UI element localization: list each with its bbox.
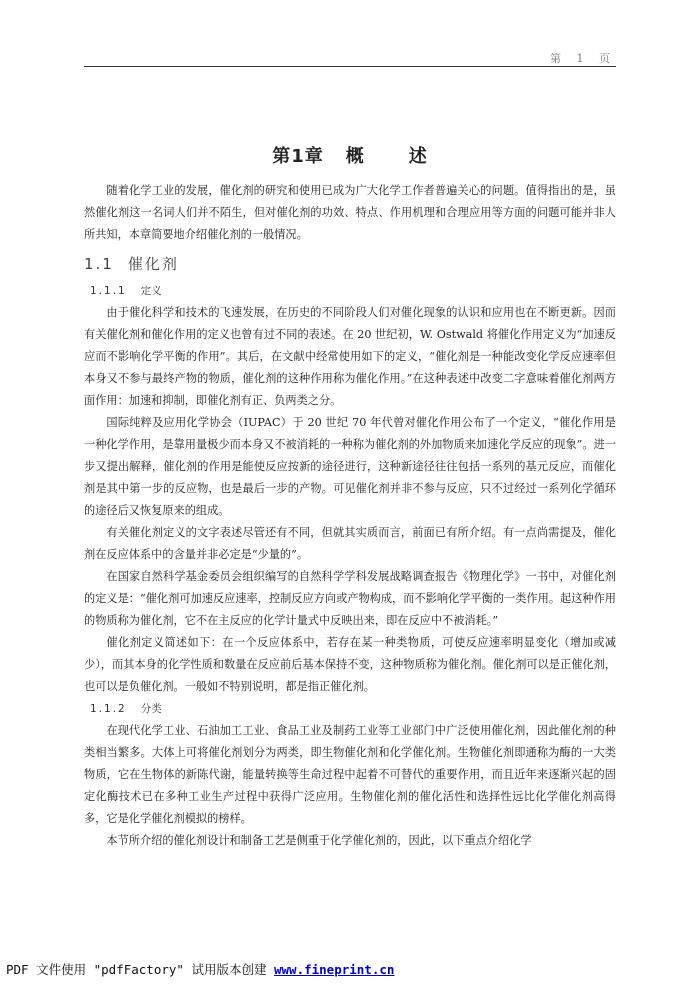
subsection-heading-definition — [84, 280, 616, 302]
intro-paragraph: 随着化学工业的发展，催化剂的研究和使用已成为广大化学工作者普遍关心的问题。值得指出的是，虽然催化剂这一名词人们并不陌生，但对催化剂的功效、特点、作用机理和合理应用等方面的问题可能并非人所共知，本章简要地介绍催化剂的一般情况。 — [84, 184, 616, 241]
footer-text: PDF 文件使用 "pdfFactory" 试用版本创建 — [6, 962, 274, 977]
chapter-title — [0, 142, 700, 168]
subsection-heading-classification — [84, 698, 616, 720]
chapter-number: 第1章 — [272, 146, 324, 167]
paragraph: 在国家自然科学基金委员会组织编写的自然科学学科发展战略调查报告《物理化学》一书中，对催化剂的定义是：“催化剂可加速反应速率，控制反应方向或产物构成，而不影响化学平衡的一类作用。起这种作用的物质称为催化剂，它不在主反应的化学计量式中反映出来，即在反应中不被消耗。” — [84, 570, 616, 627]
header-rule — [84, 66, 616, 67]
body-content — [84, 180, 616, 852]
subsection-number: 1.1.1 — [90, 285, 127, 297]
subsection-title: 定义 — [140, 285, 162, 297]
pdf-footer — [6, 960, 394, 978]
footer-link[interactable]: www.fineprint.cn — [274, 962, 395, 977]
paragraph: 催化剂定义简述如下：在一个反应体系中，若存在某一种类物质，可使反应速率明显变化（增加或减少），而其本身的化学性质和数量在反应前后基本保持不变，这种物质称为催化剂。催化剂可以是正催化剂，也可以是负催化剂。一般如不特别说明，都是指正催化剂。 — [84, 636, 616, 693]
section-title: 催化剂 — [127, 255, 179, 273]
subsection-title: 分类 — [140, 703, 162, 715]
section-number: 1.1 — [84, 255, 114, 273]
paragraph: 由于催化科学和技术的飞速发展，在历史的不同阶段人们对催化现象的认识和应用也在不断更新。因而有关催化剂和催化作用的定义也曾有过不同的表述。在 20 世纪初，W. Ostwald 将催化作用定义为“加速反应而不影响化学平衡的作用”。其后，在文献中经常使用如下的定义，“催化剂是一种能改变化学反应速率但本身又不参与最终产物的物质，催化剂的这种作用称为催化作用。”在这种表述中改变二字意味着催化剂两方面作用：加速和抑制，即催化剂有正、负两类之分。 — [84, 306, 616, 407]
subsection-number: 1.1.2 — [90, 703, 127, 715]
section-heading — [84, 250, 616, 278]
paragraph: 国际纯粹及应用化学协会（IUPAC）于 20 世纪 70 年代曾对催化作用公布了一个定义，“催化作用是一种化学作用，是靠用量极少而本身又不被消耗的一种称为催化剂的外加物质来加速化学反应的现象”。进一步又提出解释，催化剂的作用是能使反应按新的途径进行，这种新途径往往包括一系列的基元反应，而催化剂是其中第一步的反应物，也是最后一步的产物。可见催化剂并非不参与反应，只不过经过一系列化学循环的途径后又恢复原来的组成。 — [84, 416, 616, 517]
chapter-title-part2: 述 — [408, 146, 428, 167]
paragraph: 在现代化学工业、石油加工工业、食品工业及制药工业等工业部门中广泛使用催化剂，因此催化剂的种类相当繁多。大体上可将催化剂划分为两类，即生物催化剂和化学催化剂。生物催化剂即通称为酶的一大类物质，它在生物体的新陈代谢，能量转换等生命过程中起着不可替代的重要作用，而且近年来逐渐兴起的固定化酶技术已在多种工业生产过程中获得广泛应用。生物催化剂的催化活性和选择性远比化学催化剂高得多，它是化学催化剂模拟的榜样。 — [84, 724, 616, 825]
paragraph: 有关催化剂定义的文字表述尽管还有不同，但就其实质而言，前面已有所介绍。有一点尚需提及，催化剂在反应体系中的含量并非必定是“少量的”。 — [84, 526, 616, 561]
page-number: 第 1 页 — [550, 52, 616, 65]
chapter-title-part1: 概 — [345, 146, 365, 167]
paragraph: 本节所介绍的催化剂设计和制备工艺是侧重于化学催化剂的，因此，以下重点介绍化学 — [106, 834, 532, 847]
